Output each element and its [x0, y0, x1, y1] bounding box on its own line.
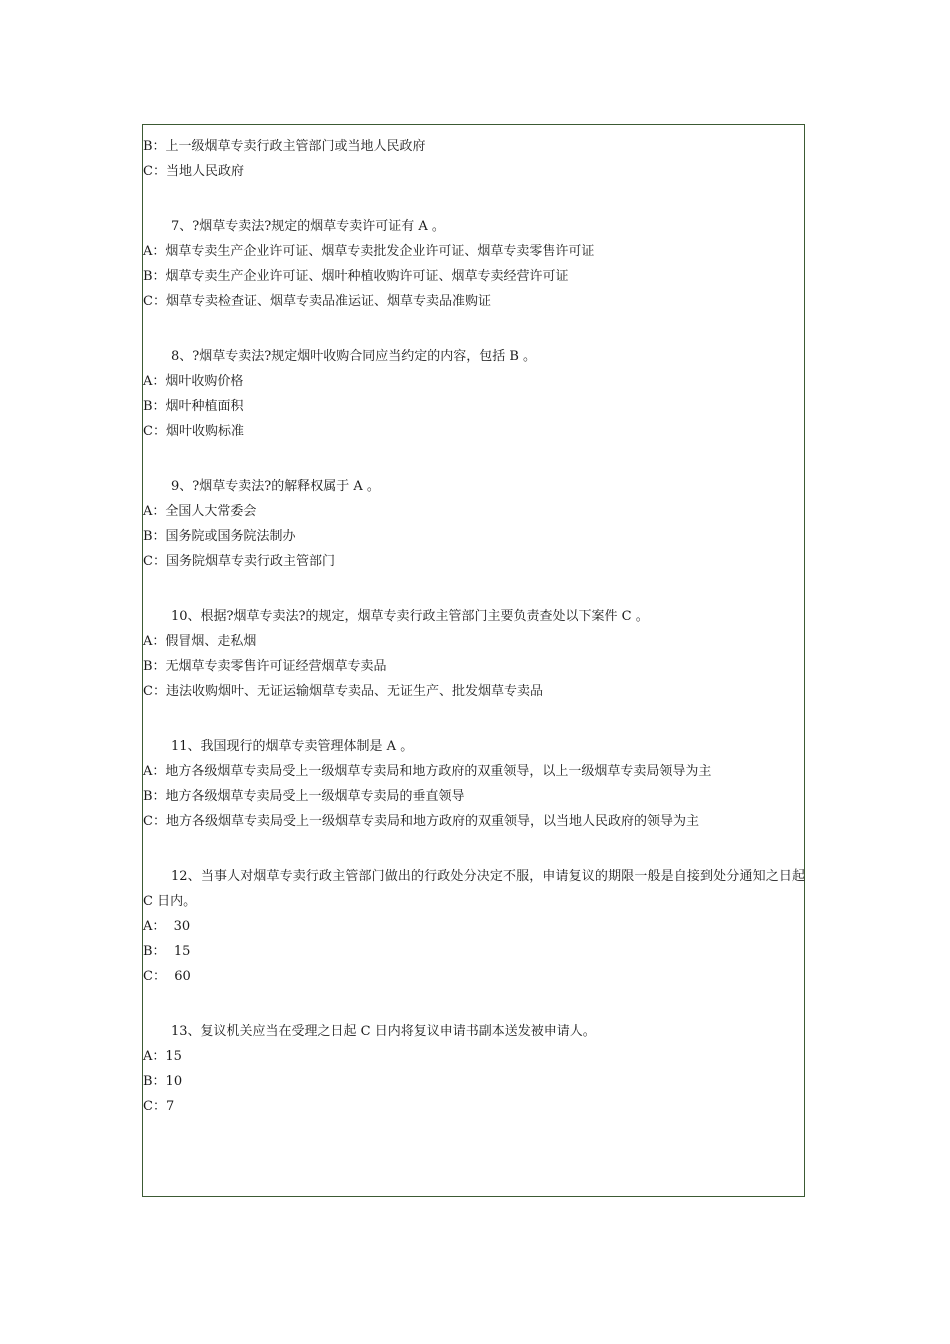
option-a: A： 30 — [143, 919, 191, 934]
option-c: C：国务院烟草专卖行政主管部门 — [143, 554, 335, 569]
question-block — [143, 344, 805, 444]
option-b: B：上一级烟草专卖行政主管部门或当地人民政府 — [143, 139, 426, 154]
option-c: C：烟草专卖检查证、烟草专卖品准运证、烟草专卖品准购证 — [143, 294, 491, 309]
document-body — [143, 134, 805, 1119]
option-b: B：无烟草专卖零售许可证经营烟草专卖品 — [143, 659, 387, 674]
question-block — [143, 604, 805, 704]
question-text: 11、我国现行的烟草专卖管理体制是 A 。 — [171, 739, 414, 754]
option-a: A：地方各级烟草专卖局受上一级烟草专卖局和地方政府的双重领导，以上一级烟草专卖局领导为主 — [143, 764, 712, 779]
option-a: A：假冒烟、走私烟 — [143, 634, 257, 649]
question-text: 13、复议机关应当在受理之日起 C 日内将复议申请书副本送发被申请人。 — [171, 1024, 596, 1039]
question-text: 9、?烟草专卖法?的解释权属于 A 。 — [171, 479, 380, 494]
option-c: C： 60 — [143, 969, 191, 984]
option-c: C：当地人民政府 — [143, 164, 244, 179]
option-a: A：烟叶收购价格 — [143, 374, 244, 389]
option-b: B：国务院或国务院法制办 — [143, 529, 296, 544]
option-b: B：烟草专卖生产企业许可证、烟叶种植收购许可证、烟草专卖经营许可证 — [143, 269, 569, 284]
question-block — [143, 864, 805, 989]
option-c: C：地方各级烟草专卖局受上一级烟草专卖局和地方政府的双重领导，以当地人民政府的领导为主 — [143, 814, 699, 829]
question-block — [143, 134, 805, 184]
option-c: C：违法收购烟叶、无证运输烟草专卖品、无证生产、批发烟草专卖品 — [143, 684, 543, 699]
option-c: C：烟叶收购标准 — [143, 424, 244, 439]
option-b: B：烟叶种植面积 — [143, 399, 244, 414]
question-text: 12、当事人对烟草专卖行政主管部门做出的行政处分决定不服，申请复议的期限一般是自接到处分通知之日起 C 日内。 — [143, 869, 805, 909]
question-text: 8、?烟草专卖法?规定烟叶收购合同应当约定的内容，包括 B 。 — [171, 349, 537, 364]
option-b: B： 15 — [143, 944, 191, 959]
option-c: C：7 — [143, 1099, 175, 1114]
option-a: A：全国人大常委会 — [143, 504, 257, 519]
question-block — [143, 214, 805, 314]
option-b: B：10 — [143, 1074, 183, 1089]
option-a: A：烟草专卖生产企业许可证、烟草专卖批发企业许可证、烟草专卖零售许可证 — [143, 244, 595, 259]
question-text: 10、根据?烟草专卖法?的规定，烟草专卖行政主管部门主要负责查处以下案件 C 。 — [171, 609, 649, 624]
question-block — [143, 734, 805, 834]
question-block — [143, 474, 805, 574]
question-text: 7、?烟草专卖法?规定的烟草专卖许可证有 A 。 — [171, 219, 445, 234]
option-b: B：地方各级烟草专卖局受上一级烟草专卖局的垂直领导 — [143, 789, 465, 804]
option-a: A：15 — [143, 1049, 182, 1064]
question-block — [143, 1019, 805, 1119]
